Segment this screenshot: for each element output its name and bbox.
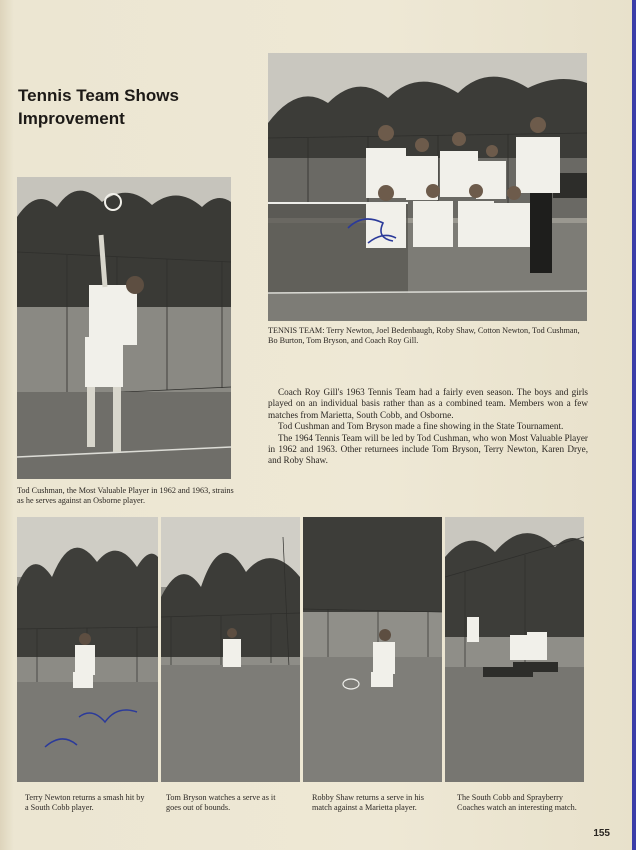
newton-photo [17,517,158,782]
shaw-photo-caption: Robby Shaw returns a serve in his match against a Marietta player. [312,793,424,812]
serve-photo-caption: Tod Cushman, the Most Valuable Player in 1962 and 1963, strains as he serves against an Osborne player. [17,486,234,505]
title-line-2: Improvement [18,109,125,128]
article-body [268,387,588,467]
team-photo [268,53,587,321]
shaw-photo [303,517,442,782]
bryson-photo [161,517,300,782]
team-photo-caption: TENNIS TEAM: Terry Newton, Joel Bedenbaugh, Roby Shaw, Cotton Newton, Tod Cushman, Bo Burton, Tom Bryson, and Coach Roy Gill. [268,326,580,345]
page-number: 155 [593,828,610,839]
page-title [18,84,248,130]
article-paragraph-2: Tod Cushman and Tom Bryson made a fine showing in the State Tournament. [278,421,564,432]
title-line-1: Tennis Team Shows [18,86,179,105]
page-edge [632,0,636,850]
coaches-photo [445,517,584,782]
bryson-photo-caption: Tom Bryson watches a serve as it goes out of bounds. [166,793,276,812]
coaches-photo-caption: The South Cobb and Sprayberry Coaches watch an interesting match. [457,793,577,812]
article-paragraph-3: The 1964 Tennis Team will be led by Tod Cushman, who won Most Valuable Player in 1962 and 1963. Other returnees include Tom Bryson, Terry Newton, Karen Drye, and Roby Shaw. [268,432,588,466]
newton-photo-caption: Terry Newton returns a smash hit by a South Cobb player. [25,793,145,812]
serve-photo [17,177,231,479]
article-paragraph-1: Coach Roy Gill's 1963 Tennis Team had a fairly even season. The boys and girls played on an individual basis rather than as a combined team. Members won a few matches from Marietta, South Cobb, and Osborne. [268,387,588,420]
